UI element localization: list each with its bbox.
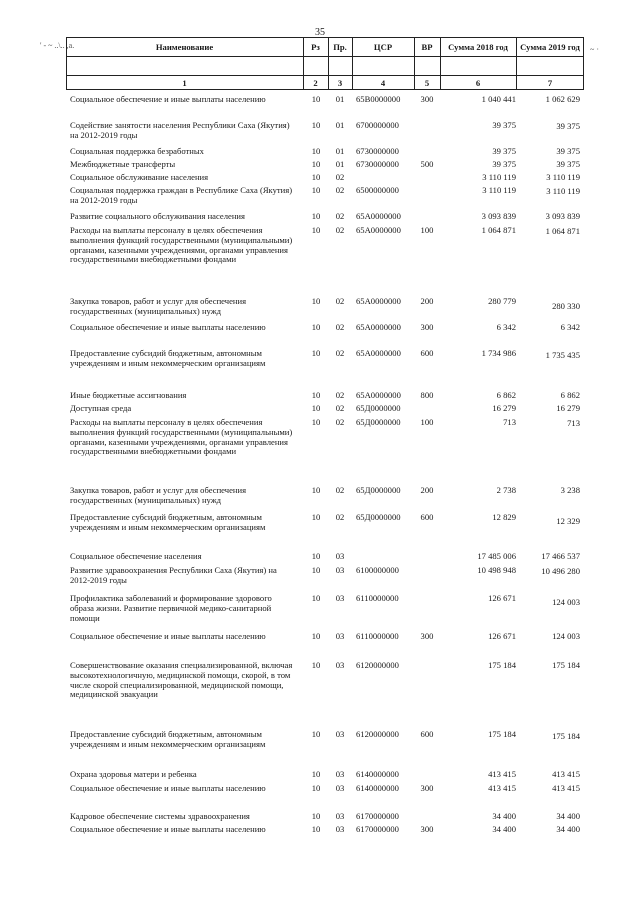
row-sum-2019: 10 496 280 (541, 566, 580, 576)
row-rz: 10 (311, 120, 321, 130)
row-sum-2019: 1 064 871 (545, 226, 580, 236)
row-rz: 10 (311, 172, 321, 182)
row-vr: 600 (420, 512, 434, 522)
row-sum-2018: 3 110 119 (482, 172, 516, 182)
row-csr: 6730000000 (356, 159, 399, 169)
row-sum-2019: 175 184 (552, 660, 580, 670)
column-number: 1 (182, 78, 187, 88)
row-name: Доступная среда (70, 403, 132, 413)
header-name: Наименование (155, 42, 214, 52)
row-sum-2018: 280 779 (488, 296, 516, 306)
row-csr: 65А0000000 (356, 211, 401, 221)
row-sum-2019: 175 184 (552, 731, 580, 741)
row-sum-2018: 6 862 (496, 390, 516, 400)
row-name: Социальное обеспечение и иные выплаты населению (70, 631, 266, 641)
header-rz: Рз (311, 42, 320, 52)
row-pr: 02 (335, 485, 345, 495)
row-pr: 03 (335, 660, 345, 670)
row-rz: 10 (311, 565, 321, 575)
row-name: Социальное обеспечение населения (70, 551, 202, 561)
row-sum-2018: 39 375 (492, 159, 516, 169)
column-number: 5 (424, 78, 430, 88)
row-rz: 10 (311, 729, 321, 739)
row-name: Социальное обеспечение и иные выплаты населению (70, 94, 266, 104)
row-rz: 10 (311, 512, 321, 522)
column-number: 2 (313, 78, 318, 88)
row-rz: 10 (311, 348, 321, 358)
row-sum-2019: 3 110 119 (546, 186, 580, 196)
row-rz: 10 (311, 146, 321, 156)
column-number: 6 (475, 78, 481, 88)
header-divider (66, 75, 584, 76)
header-csr: ЦСР (373, 42, 393, 52)
row-sum-2019: 3 093 839 (545, 211, 580, 221)
row-pr: 03 (335, 593, 345, 603)
row-sum-2019: 713 (567, 418, 580, 428)
row-name: Межбюджетные трансферты (70, 159, 176, 169)
row-sum-2019: 413 415 (552, 783, 580, 793)
row-pr: 01 (335, 159, 345, 169)
column-number: 3 (337, 78, 343, 88)
row-sum-2019: 124 003 (552, 597, 580, 607)
page-number: 35 (315, 27, 325, 38)
row-sum-2018: 34 400 (492, 811, 516, 821)
row-name: Предоставление субсидий бюджетным, автономным учреждениям и иным некоммерческим организациям (70, 729, 266, 749)
row-sum-2019: 1 735 435 (545, 350, 580, 360)
row-pr: 01 (335, 146, 345, 156)
row-sum-2018: 10 498 948 (477, 565, 516, 575)
row-csr: 6110000000 (356, 631, 399, 641)
row-pr: 03 (335, 811, 345, 821)
row-sum-2019: 124 003 (552, 631, 580, 641)
row-pr: 02 (335, 211, 345, 221)
row-sum-2018: 175 184 (488, 729, 516, 739)
row-rz: 10 (311, 225, 321, 235)
header-pr: Пр. (333, 42, 347, 52)
row-sum-2018: 6 342 (496, 322, 516, 332)
row-vr: 300 (420, 824, 434, 834)
row-sum-2018: 3 093 839 (481, 211, 516, 221)
header-vr: ВР (421, 42, 433, 52)
row-pr: 02 (335, 390, 345, 400)
row-sum-2018: 413 415 (488, 783, 516, 793)
row-csr: 65А0000000 (356, 296, 401, 306)
row-csr: 65А0000000 (356, 390, 401, 400)
row-sum-2019: 39 375 (556, 121, 580, 131)
row-sum-2018: 34 400 (492, 824, 516, 834)
row-rz: 10 (311, 322, 321, 332)
row-sum-2019: 34 400 (556, 811, 580, 821)
row-rz: 10 (311, 783, 321, 793)
row-csr: 6700000000 (356, 120, 399, 130)
row-pr: 03 (335, 783, 345, 793)
row-sum-2019: 34 400 (556, 824, 580, 834)
row-sum-2018: 3 110 119 (482, 185, 516, 195)
row-rz: 10 (311, 811, 321, 821)
row-name: Расходы на выплаты персоналу в целях обеспечения выполнения функций государственными (муниципальными) органами, казенными учреждениями, органами управления государственными внебюджетными фондами (70, 417, 293, 457)
row-rz: 10 (311, 417, 321, 427)
row-csr: 6100000000 (356, 565, 399, 575)
row-sum-2019: 280 330 (552, 301, 580, 311)
row-rz: 10 (311, 660, 321, 670)
row-sum-2019: 39 375 (556, 146, 580, 156)
row-vr: 300 (420, 322, 434, 332)
row-pr: 02 (335, 512, 345, 522)
row-rz: 10 (311, 551, 321, 561)
row-vr: 300 (420, 631, 434, 641)
row-pr: 02 (335, 417, 345, 427)
row-sum-2018: 39 375 (492, 120, 516, 130)
row-vr: 100 (420, 225, 434, 235)
row-name: Расходы на выплаты персоналу в целях обеспечения выполнения функций государственными (муниципальными) органами, казенными учреждениями, органами управления государственными внебюджетными фондами (70, 225, 293, 265)
row-vr: 200 (420, 296, 434, 306)
row-name: Предоставление субсидий бюджетным, автономным учреждениям и иным некоммерческим организациям (70, 512, 266, 532)
row-name: Профилактика заболеваний и формирование здорового образа жизни. Развитие первичной медико-санитарной помощи (70, 593, 272, 623)
row-csr: 65А0000000 (356, 225, 401, 235)
row-vr: 300 (420, 94, 434, 104)
row-vr: 600 (420, 348, 434, 358)
row-name: Социальное обслуживание населения (70, 172, 209, 182)
header-divider (66, 56, 584, 57)
row-sum-2019: 413 415 (552, 769, 580, 779)
row-sum-2019: 1 062 629 (545, 94, 580, 104)
row-name: Иные бюджетные ассигнования (70, 390, 187, 400)
row-pr: 03 (335, 565, 345, 575)
row-rz: 10 (311, 94, 321, 104)
row-vr: 800 (420, 390, 434, 400)
row-pr: 03 (335, 551, 345, 561)
row-sum-2018: 39 375 (492, 146, 516, 156)
row-sum-2018: 16 279 (492, 403, 516, 413)
row-rz: 10 (311, 403, 321, 413)
row-vr: 600 (420, 729, 434, 739)
row-csr: 6500000000 (356, 185, 399, 195)
margin-scribble-left: ' - ~ ..\.. ,a. (40, 41, 75, 50)
row-csr: 65Д0000000 (356, 485, 401, 495)
row-csr: 6140000000 (356, 769, 399, 779)
row-pr: 02 (335, 403, 345, 413)
row-sum-2019: 6 862 (560, 390, 580, 400)
row-csr: 6170000000 (356, 811, 399, 821)
row-sum-2018: 12 829 (492, 512, 516, 522)
row-name: Совершенствование оказания специализированной, включая высокотехнологичную, медицинской помощи, скорой, в том числе скорой специализированной, медицинской помощи, медицинской эвакуации (70, 660, 293, 700)
row-sum-2018: 413 415 (488, 769, 516, 779)
row-csr: 6110000000 (356, 593, 399, 603)
row-sum-2019: 16 279 (556, 403, 580, 413)
row-rz: 10 (311, 296, 321, 306)
row-rz: 10 (311, 593, 321, 603)
row-sum-2019: 6 342 (560, 322, 580, 332)
row-rz: 10 (311, 390, 321, 400)
row-csr: 65Д0000000 (356, 512, 401, 522)
row-csr: 65Д0000000 (356, 417, 401, 427)
row-pr: 02 (335, 348, 345, 358)
column-number: 4 (380, 78, 386, 88)
row-name: Охрана здоровья матери и ребенка (70, 769, 197, 779)
row-csr: 65В0000000 (356, 94, 401, 104)
row-vr: 100 (420, 417, 434, 427)
row-pr: 03 (335, 824, 345, 834)
row-pr: 02 (335, 172, 345, 182)
row-pr: 03 (335, 631, 345, 641)
row-csr: 6140000000 (356, 783, 399, 793)
row-vr: 300 (420, 783, 434, 793)
row-rz: 10 (311, 485, 321, 495)
row-name: Социальная поддержка безработных (70, 146, 204, 156)
row-pr: 02 (335, 296, 345, 306)
row-pr: 03 (335, 729, 345, 739)
row-sum-2019: 3 110 119 (546, 172, 580, 182)
row-sum-2018: 126 671 (488, 631, 516, 641)
row-name: Социальная поддержка граждан в Республике Саха (Якутия) на 2012-2019 годы (70, 185, 293, 205)
row-name: Закупка товаров, работ и услуг для обеспечения государственных (муниципальных) нужд (70, 296, 247, 316)
row-rz: 10 (311, 211, 321, 221)
row-sum-2018: 713 (503, 417, 516, 427)
row-vr: 500 (420, 159, 434, 169)
row-pr: 01 (335, 120, 345, 130)
row-csr: 65А0000000 (356, 348, 401, 358)
row-name: Развитие здравоохранения Республики Саха (Якутия) на 2012-2019 годы (70, 565, 277, 585)
row-pr: 02 (335, 225, 345, 235)
row-csr: 6170000000 (356, 824, 399, 834)
row-csr: 65А0000000 (356, 322, 401, 332)
row-sum-2018: 126 671 (488, 593, 516, 603)
row-pr: 01 (335, 94, 345, 104)
row-name: Развитие социального обслуживания населения (70, 211, 245, 221)
row-sum-2019: 39 375 (556, 159, 580, 169)
row-name: Социальное обеспечение и иные выплаты населению (70, 322, 266, 332)
row-pr: 02 (335, 185, 345, 195)
row-rz: 10 (311, 824, 321, 834)
row-name: Социальное обеспечение и иные выплаты населению (70, 824, 266, 834)
row-sum-2019: 17 466 537 (541, 551, 580, 561)
row-sum-2019: 3 238 (560, 485, 580, 495)
row-name: Социальное обеспечение и иные выплаты населению (70, 783, 266, 793)
row-rz: 10 (311, 185, 321, 195)
row-sum-2018: 1 040 441 (481, 94, 516, 104)
row-sum-2018: 17 485 006 (477, 551, 516, 561)
row-name: Предоставление субсидий бюджетным, автономным учреждениям и иным некоммерческим организациям (70, 348, 266, 368)
row-rz: 10 (311, 159, 321, 169)
header-sum-2018: Сумма 2018 год (448, 42, 508, 52)
row-sum-2019: 12 329 (556, 516, 580, 526)
margin-scribble-right: ~ · (590, 45, 599, 54)
row-sum-2018: 2 738 (496, 485, 516, 495)
row-rz: 10 (311, 769, 321, 779)
row-sum-2018: 1 064 871 (481, 225, 516, 235)
row-csr: 6730000000 (356, 146, 399, 156)
row-name: Закупка товаров, работ и услуг для обеспечения государственных (муниципальных) нужд (70, 485, 247, 505)
row-sum-2018: 1 734 986 (481, 348, 516, 358)
row-pr: 03 (335, 769, 345, 779)
row-sum-2018: 175 184 (488, 660, 516, 670)
row-csr: 6120000000 (356, 729, 399, 739)
row-vr: 200 (420, 485, 434, 495)
row-name: Кадровое обеспечение системы здравоохранения (70, 811, 250, 821)
row-csr: 65Д0000000 (356, 403, 401, 413)
row-rz: 10 (311, 631, 321, 641)
column-number: 7 (547, 78, 553, 88)
row-csr: 6120000000 (356, 660, 399, 670)
row-pr: 02 (335, 322, 345, 332)
header-sum-2019: Сумма 2019 год (520, 42, 580, 52)
row-name: Содействие занятости населения Республики Саха (Якутия) на 2012-2019 годы (70, 120, 290, 140)
